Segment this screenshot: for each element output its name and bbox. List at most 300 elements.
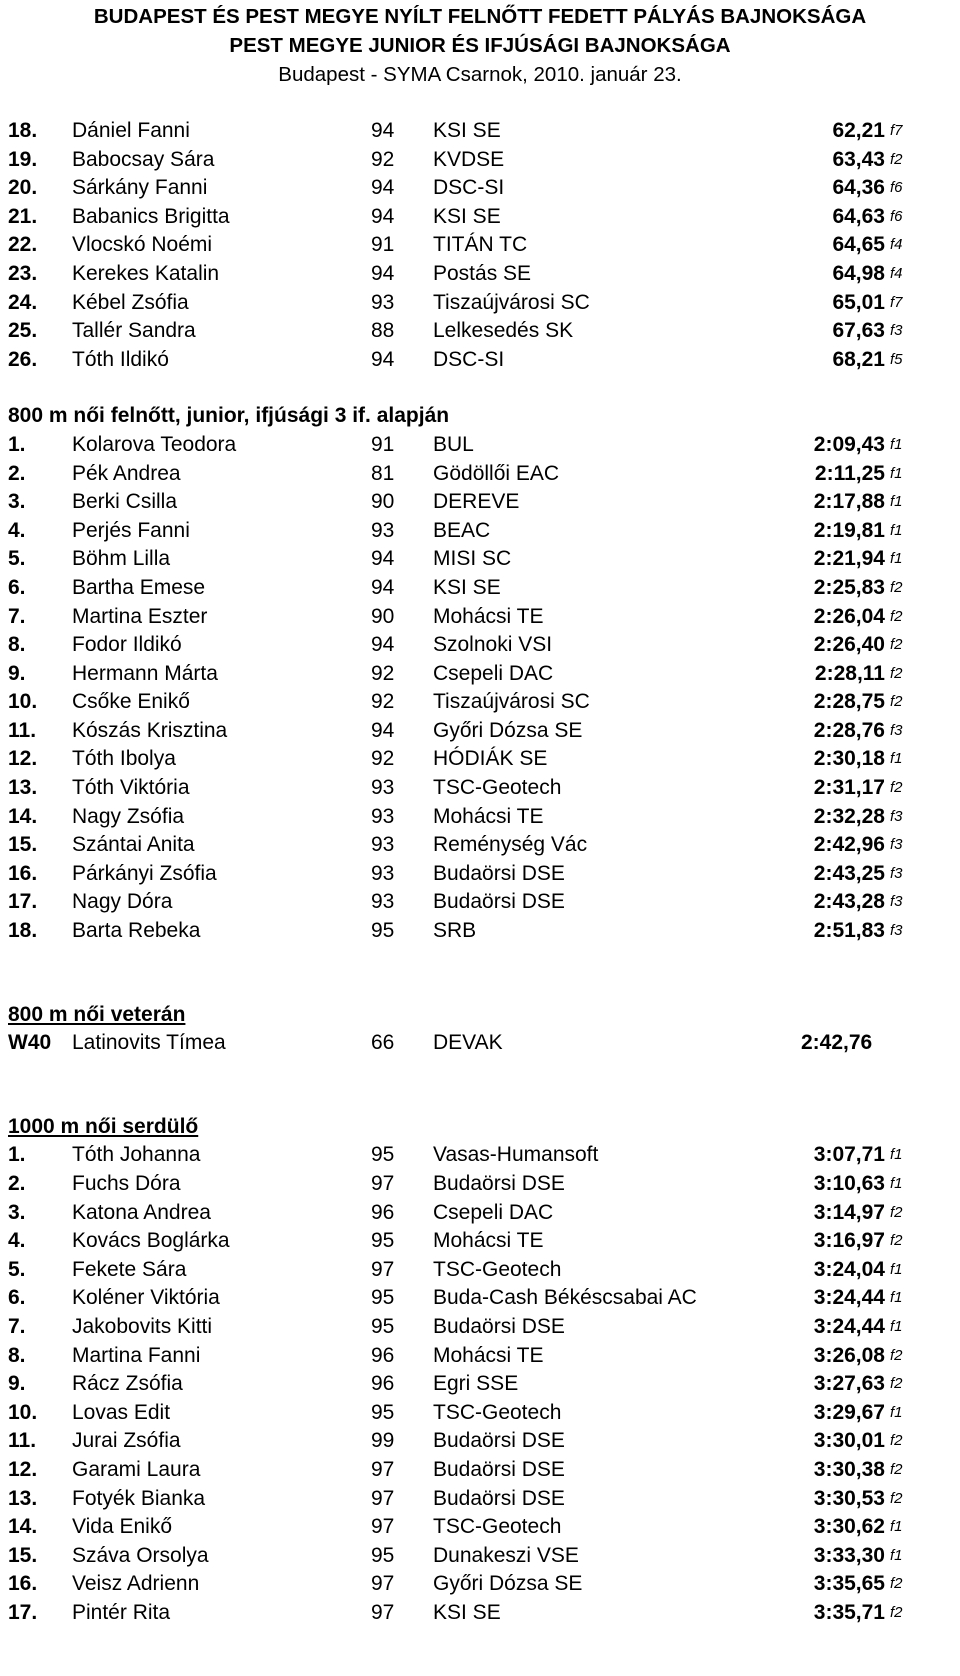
result-row [0,289,960,318]
result-time: 3:27,63 [813,1372,885,1396]
document-header [0,0,960,89]
result-rank: 5. [8,1257,26,1281]
result-rank: 20. [8,176,38,200]
club-name: Csepeli DAC [433,1200,554,1224]
result-rank: 4. [8,518,26,542]
result-time: 3:24,44 [813,1314,885,1338]
result-rank: 10. [8,690,38,714]
athlete-name: Katona Andrea [72,1200,211,1224]
athlete-name: Csőke Enikő [72,690,190,714]
result-time: 2:28,76 [813,718,885,742]
heat-number: f3 [890,721,903,739]
athlete-name: Kolarova Teodora [72,432,237,456]
birth-year: 95 [371,1400,395,1424]
result-rank: 18. [8,119,38,142]
result-time: 2:43,28 [813,890,885,914]
result-time: 63,43 [832,147,885,171]
athlete-name: Nagy Dóra [72,890,173,914]
birth-year: 94 [371,718,395,742]
result-rank: 7. [8,604,26,628]
heat-number: f6 [890,179,903,197]
result-row [0,260,960,289]
result-row [0,1427,960,1456]
birth-year: 95 [371,1143,395,1167]
club-name: Tiszaújvárosi SC [433,690,590,714]
result-row [0,631,960,660]
birth-year: 96 [371,1200,395,1224]
result-time: 64,98 [832,261,885,285]
athlete-name: Párkányi Zsófia [72,861,217,885]
birth-year: 92 [371,661,395,685]
result-row [0,431,960,460]
heat-number: f1 [890,464,903,482]
heat-number: f3 [890,922,903,940]
result-time: 3:30,53 [813,1486,885,1510]
result-row [0,488,960,517]
result-rank: 3. [8,490,26,514]
athlete-name: Száva Orsolya [72,1543,209,1567]
result-time: 3:29,67 [813,1400,885,1424]
result-time: 64,65 [832,233,885,257]
result-time: 2:17,88 [813,490,885,514]
result-time: 3:24,44 [813,1286,885,1310]
result-rank: 8. [8,633,26,657]
result-rank: 22. [8,233,38,257]
result-row [0,774,960,803]
result-rank: 11. [8,1429,37,1453]
result-rank: 21. [8,204,38,228]
athlete-name: Tóth Ibolya [72,747,176,771]
result-rank: 6. [8,1286,26,1310]
result-rank: 11. [8,718,37,742]
heat-number: f4 [890,236,903,254]
section-title-800m-women: 800 m női felnőtt, junior, ifjúsági 3 if. alapján [8,404,450,428]
result-time: 64,36 [832,176,885,200]
result-row [0,574,960,603]
result-row [0,545,960,574]
birth-year: 97 [371,1486,395,1510]
athlete-name: Sárkány Fanni [72,176,208,200]
result-row [0,1399,960,1428]
result-row [0,1570,960,1599]
result-rank: 14. [8,804,38,828]
result-rank: 25. [8,319,38,343]
club-name: Buda-Cash Békéscsabai AC [433,1286,697,1310]
venue-date: Budapest - SYMA Csarnok, 2010. január 23. [278,63,682,86]
result-time: 62,21 [832,119,885,142]
result-rank: 9. [8,661,26,685]
result-rank: 4. [8,1229,26,1253]
result-row [0,1485,960,1514]
result-row [0,1029,960,1058]
heat-number: f2 [890,779,903,797]
birth-year: 94 [371,204,395,228]
result-rank: 2. [8,461,26,485]
result-time: 3:26,08 [813,1343,885,1367]
club-name: DSC-SI [433,176,505,200]
birth-year: 91 [371,432,395,456]
athlete-name: Hermann Márta [72,661,218,685]
result-time: 2:19,81 [813,518,885,542]
club-name: Tiszaújvárosi SC [433,290,590,314]
club-name: Mohácsi TE [433,1343,544,1367]
club-name: Gödöllői EAC [433,461,560,485]
heat-number: f2 [890,578,903,596]
heat-number: f3 [890,322,903,340]
result-row [0,203,960,232]
birth-year: 66 [371,1031,395,1055]
athlete-name: Latinovits Tímea [72,1031,226,1055]
birth-year: 90 [371,604,395,628]
birth-year: 90 [371,490,395,514]
result-time: 3:30,38 [813,1457,885,1481]
club-name: Budaörsi DSE [433,861,565,885]
athlete-name: Kébel Zsófia [72,290,189,314]
result-time: 3:30,01 [813,1429,885,1453]
result-time: 3:16,97 [813,1229,885,1253]
result-time: 2:11,25 [814,461,885,485]
club-name: Győri Dózsa SE [433,1572,583,1596]
result-row [0,1141,960,1170]
result-rank: 3. [8,1200,26,1224]
heat-number: f2 [890,150,903,168]
result-rank: 19. [8,147,38,171]
result-time: 3:07,71 [813,1143,885,1167]
result-rank: W40 [8,1031,52,1055]
result-row [0,717,960,746]
result-time: 2:28,11 [814,661,885,685]
result-row [0,1542,960,1571]
club-name: MISI SC [433,547,512,571]
result-row [0,1370,960,1399]
result-rank: 17. [8,1600,38,1624]
club-name: Budaörsi DSE [433,1486,565,1510]
result-time: 2:42,76 [801,1031,873,1055]
athlete-name: Nagy Zsófia [72,804,185,828]
birth-year: 88 [371,319,395,343]
heat-number: f2 [890,1203,903,1221]
result-rank: 12. [8,747,38,771]
club-name: KSI SE [433,119,501,142]
result-time: 2:26,04 [813,604,885,628]
athlete-name: Jurai Zsófia [72,1429,181,1453]
result-row [0,1170,960,1199]
result-time: 2:09,43 [813,432,885,456]
birth-year: 92 [371,747,395,771]
birth-year: 93 [371,890,395,914]
athlete-name: Vlocskó Noémi [72,233,213,257]
club-name: KVDSE [433,147,505,171]
championship-subtitle: PEST MEGYE JUNIOR ÉS IFJÚSÁGI BAJNOKSÁGA [229,34,731,57]
results-section-continued [0,117,960,374]
result-row [0,888,960,917]
heat-number: f7 [890,293,903,311]
heat-number: f1 [890,435,903,453]
athlete-name: Fotyék Bianka [72,1486,206,1510]
result-time: 2:28,75 [813,690,885,714]
birth-year: 93 [371,833,395,857]
spacer [0,946,960,1001]
athlete-name: Koléner Viktória [72,1286,220,1310]
result-time: 3:30,62 [813,1515,885,1539]
club-name: KSI SE [433,204,501,228]
birth-year: 95 [371,919,395,943]
heat-number: f2 [890,1460,903,1478]
result-time: 2:51,83 [813,919,885,943]
club-name: Mohácsi TE [433,604,544,628]
club-name: DEVAK [433,1031,503,1055]
result-row [0,1456,960,1485]
result-time: 3:24,04 [813,1257,885,1281]
heat-number: f7 [890,122,903,139]
club-name: Csepeli DAC [433,661,554,685]
birth-year: 94 [371,347,395,371]
club-name: KSI SE [433,1600,501,1624]
result-time: 3:33,30 [813,1543,885,1567]
birth-year: 95 [371,1229,395,1253]
result-time: 2:31,17 [813,776,885,800]
heat-number: f3 [890,893,903,911]
birth-year: 92 [371,690,395,714]
result-rank: 1. [8,1143,26,1167]
athlete-name: Barta Rebeka [72,919,201,943]
result-row [0,317,960,346]
club-name: BUL [433,432,474,456]
birth-year: 94 [371,119,395,142]
section-title-1000m-cadet: 1000 m női serdülő [8,1114,199,1138]
result-rank: 16. [8,1572,38,1596]
birth-year: 94 [371,261,395,285]
club-name: Postás SE [433,261,532,285]
championship-title: BUDAPEST ÉS PEST MEGYE NYÍLT FELNŐTT FEDETT PÁLYÁS BAJNOKSÁGA [93,5,867,28]
athlete-name: Rácz Zsófia [72,1372,183,1396]
result-row [0,231,960,260]
club-name: TSC-Geotech [433,1257,562,1281]
athlete-name: Fekete Sára [72,1257,187,1281]
result-rank: 23. [8,261,38,285]
athlete-name: Kerekes Katalin [72,261,220,285]
result-rank: 16. [8,861,38,885]
athlete-name: Babocsay Sára [72,147,215,171]
heat-number: f2 [890,693,903,711]
club-name: Budaörsi DSE [433,890,565,914]
result-time: 3:14,97 [813,1200,885,1224]
result-time: 65,01 [832,290,885,314]
result-row [0,660,960,689]
result-row [0,1342,960,1371]
club-name: Mohácsi TE [433,804,544,828]
birth-year: 92 [371,147,395,171]
club-name: DSC-SI [433,347,505,371]
heat-number: f1 [890,1146,903,1164]
birth-year: 91 [371,233,395,257]
club-name: Budaörsi DSE [433,1172,565,1195]
result-row [0,745,960,774]
result-time: 2:21,94 [813,547,885,571]
athlete-name: Fuchs Dóra [72,1172,181,1195]
results-section-1000m-cadet [0,1141,960,1627]
birth-year: 94 [371,176,395,200]
result-rank: 26. [8,347,38,371]
athlete-name: Tóth Viktória [72,776,190,800]
result-rank: 18. [8,919,38,943]
athlete-name: Lovas Edit [72,1400,171,1424]
result-rank: 7. [8,1314,26,1338]
birth-year: 94 [371,547,395,571]
club-name: Szolnoki VSI [433,633,553,657]
result-row [0,831,960,860]
result-row [0,146,960,175]
heat-number: f2 [890,1575,903,1593]
club-name: TITÁN TC [433,233,528,257]
heat-number: f2 [890,1489,903,1507]
athlete-name: Vida Enikő [72,1515,173,1539]
heat-number: f1 [890,1403,903,1421]
birth-year: 93 [371,861,395,885]
heat-number: f1 [890,1289,903,1307]
heat-number: f1 [890,1317,903,1335]
result-time: 68,21 [832,347,885,371]
result-time: 3:10,63 [813,1172,885,1195]
result-row [0,1284,960,1313]
result-rank: 12. [8,1457,38,1481]
club-name: DEREVE [433,490,520,514]
result-time: 2:43,25 [813,861,885,885]
result-rank: 14. [8,1515,38,1539]
heat-number: f2 [890,1375,903,1393]
section-title-800m-veteran: 800 m női veterán [8,1002,186,1026]
result-rank: 6. [8,575,26,599]
birth-year: 93 [371,518,395,542]
athlete-name: Dániel Fanni [72,119,190,142]
heat-number: f2 [890,1603,903,1621]
club-name: TSC-Geotech [433,1400,562,1424]
heat-number: f3 [890,836,903,854]
heat-number: f2 [890,1346,903,1364]
result-rank: 5. [8,547,26,571]
athlete-name: Tóth Ildikó [72,347,169,371]
athlete-name: Böhm Lilla [72,547,171,571]
heat-number: f2 [890,1232,903,1250]
birth-year: 97 [371,1515,395,1539]
birth-year: 97 [371,1172,395,1195]
club-name: Győri Dózsa SE [433,718,583,742]
club-name: Egri SSE [433,1372,519,1396]
athlete-name: Szántai Anita [72,833,195,857]
birth-year: 81 [371,461,395,485]
club-name: Budaörsi DSE [433,1429,565,1453]
club-name: TSC-Geotech [433,1515,562,1539]
athlete-name: Fodor Ildikó [72,633,182,657]
result-row [0,803,960,832]
heat-number: f1 [890,550,903,568]
result-rank: 17. [8,890,38,914]
club-name: Lelkesedés SK [433,319,574,343]
heat-number: f1 [890,1175,903,1192]
result-row [0,603,960,632]
heat-number: f1 [890,1546,903,1564]
birth-year: 93 [371,776,395,800]
heat-number: f2 [890,607,903,625]
birth-year: 99 [371,1429,395,1453]
athlete-name: Pék Andrea [72,461,181,485]
heat-number: f1 [890,493,903,511]
club-name: Reménység Vác [433,833,588,857]
athlete-name: Babanics Brigitta [72,204,230,228]
result-row [0,117,960,146]
result-rank: 13. [8,776,38,800]
athlete-name: Berki Csilla [72,490,178,514]
club-name: HÓDIÁK SE [433,747,548,771]
birth-year: 94 [371,633,395,657]
result-rank: 15. [8,1543,38,1567]
athlete-name: Veisz Adrienn [72,1572,200,1596]
athlete-name: Martina Eszter [72,604,208,628]
result-time: 3:35,71 [813,1600,885,1624]
result-rank: 9. [8,1372,26,1396]
birth-year: 96 [371,1372,395,1396]
birth-year: 95 [371,1314,395,1338]
athlete-name: Jakobovits Kitti [72,1314,213,1338]
athlete-name: Kószás Krisztina [72,718,228,742]
club-name: Dunakeszi VSE [433,1543,579,1567]
club-name: BEAC [433,518,491,542]
result-row [0,346,960,375]
result-time: 2:30,18 [813,747,885,771]
birth-year: 97 [371,1572,395,1596]
result-rank: 1. [8,432,26,456]
result-time: 67,63 [832,319,885,343]
birth-year: 95 [371,1543,395,1567]
club-name: Mohácsi TE [433,1229,544,1253]
result-row [0,917,960,946]
club-name: KSI SE [433,575,501,599]
heat-number: f2 [890,664,903,682]
heat-number: f5 [890,350,903,368]
heat-number: f1 [890,521,903,539]
result-row [0,460,960,489]
heat-number: f2 [890,1432,903,1450]
result-time: 2:25,83 [813,575,885,599]
result-rank: 13. [8,1486,38,1510]
result-row [0,1227,960,1256]
club-name: SRB [433,919,477,943]
result-row [0,860,960,889]
club-name: Budaörsi DSE [433,1457,565,1481]
heat-number: f6 [890,207,903,225]
result-rank: 2. [8,1172,26,1195]
spacer [0,89,960,117]
spacer [0,374,960,402]
birth-year: 95 [371,1286,395,1310]
heat-number: f1 [890,750,903,768]
birth-year: 93 [371,290,395,314]
results-section-800m-women [0,431,960,946]
result-rank: 15. [8,833,38,857]
heat-number: f1 [890,1260,903,1278]
results-section-800m-veteran [0,1029,960,1058]
result-row [0,517,960,546]
club-name: Vasas-Humansoft [433,1143,599,1167]
athlete-name: Kovács Boglárka [72,1229,230,1253]
club-name: Budaörsi DSE [433,1314,565,1338]
result-time: 2:32,28 [813,804,885,828]
birth-year: 97 [371,1600,395,1624]
birth-year: 97 [371,1257,395,1281]
birth-year: 94 [371,575,395,599]
spacer [0,1058,960,1113]
result-row [0,174,960,203]
